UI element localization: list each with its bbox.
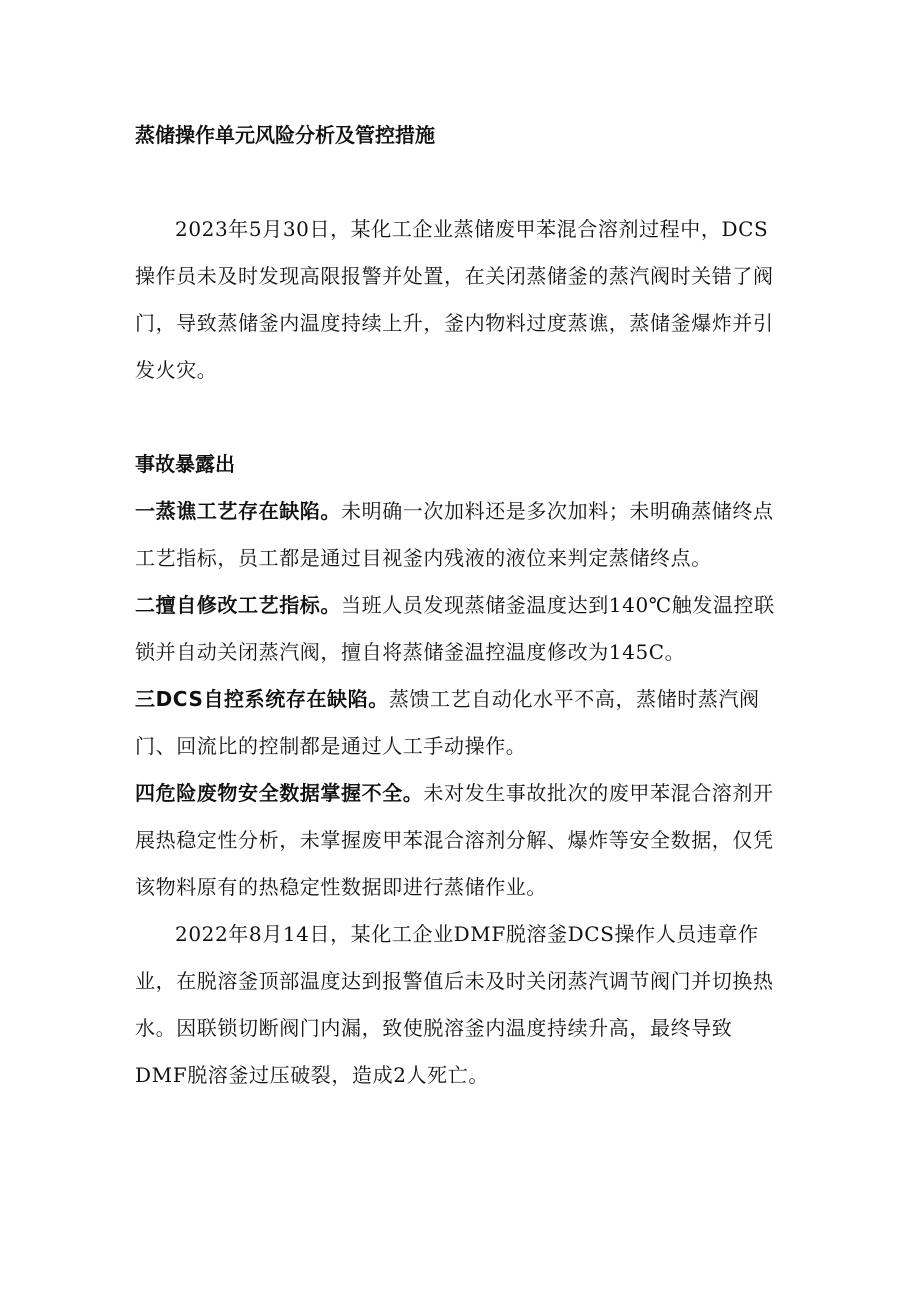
section-heading: 事故暴露出 [135,452,235,476]
issue-item [135,770,780,911]
spacer [135,394,780,441]
issue-item [135,676,780,770]
issue-item [135,582,780,676]
document-title: 蒸储操作单元风险分析及管控措施 [135,123,435,147]
issue-body: 未对发生事故批次的废甲苯混合溶剂开展热稳定性分析，未掌握废甲苯混合溶剂分解、爆炸等安全数据，仅凭该物料原有的热稳定性数据即进行蒸储作业。 [135,781,774,899]
issue-body: 蒸馈工艺自动化水平不高，蒸储时蒸汽阀门、回流比的控制都是通过人工手动操作。 [135,687,760,758]
case-paragraph-2022: 2022年8月14日，某化工企业DMF脱溶釜DCS操作人员违章作业，在脱溶釜顶部温度达到报警值后未及时关闭蒸汽调节阀门并切换热水。因联锁切断阀门内漏，致使脱溶釜内温度持续升高，最终导致DMF脱溶釜过压破裂，造成2人死亡。 [135,922,774,1087]
issue-body: 未明确一次加料还是多次加料；未明确蒸储终点工艺指标，员工都是通过目视釜内残液的液位来判定蒸储终点。 [135,499,774,570]
issue-lead: 二擅自修改工艺指标。 [135,593,341,617]
issue-lead: 四危险废物安全数据掌握不全。 [135,781,424,805]
issue-lead: 三DCS自控系统存在缺陷。 [135,687,389,711]
issue-lead: 一蒸谯工艺存在缺陷。 [135,499,341,523]
spacer [135,159,780,206]
issue-item [135,488,780,582]
issue-body: 当班人员发现蒸储釜温度达到140℃触发温控联锁并自动关闭蒸汽阀，擅自将蒸储釜温控温度修改为145C。 [135,593,775,664]
case-paragraph-2023: 2023年5月30日，某化工企业蒸储废甲苯混合溶剂过程中，DCS操作员未及时发现高限报警并处置，在关闭蒸储釜的蒸汽阀时关错了阀门，导致蒸储釜内温度持续上升，釜内物料过度蒸谯，蒸储釜爆炸并引发火灾。 [135,217,774,382]
document-body [135,112,780,1099]
